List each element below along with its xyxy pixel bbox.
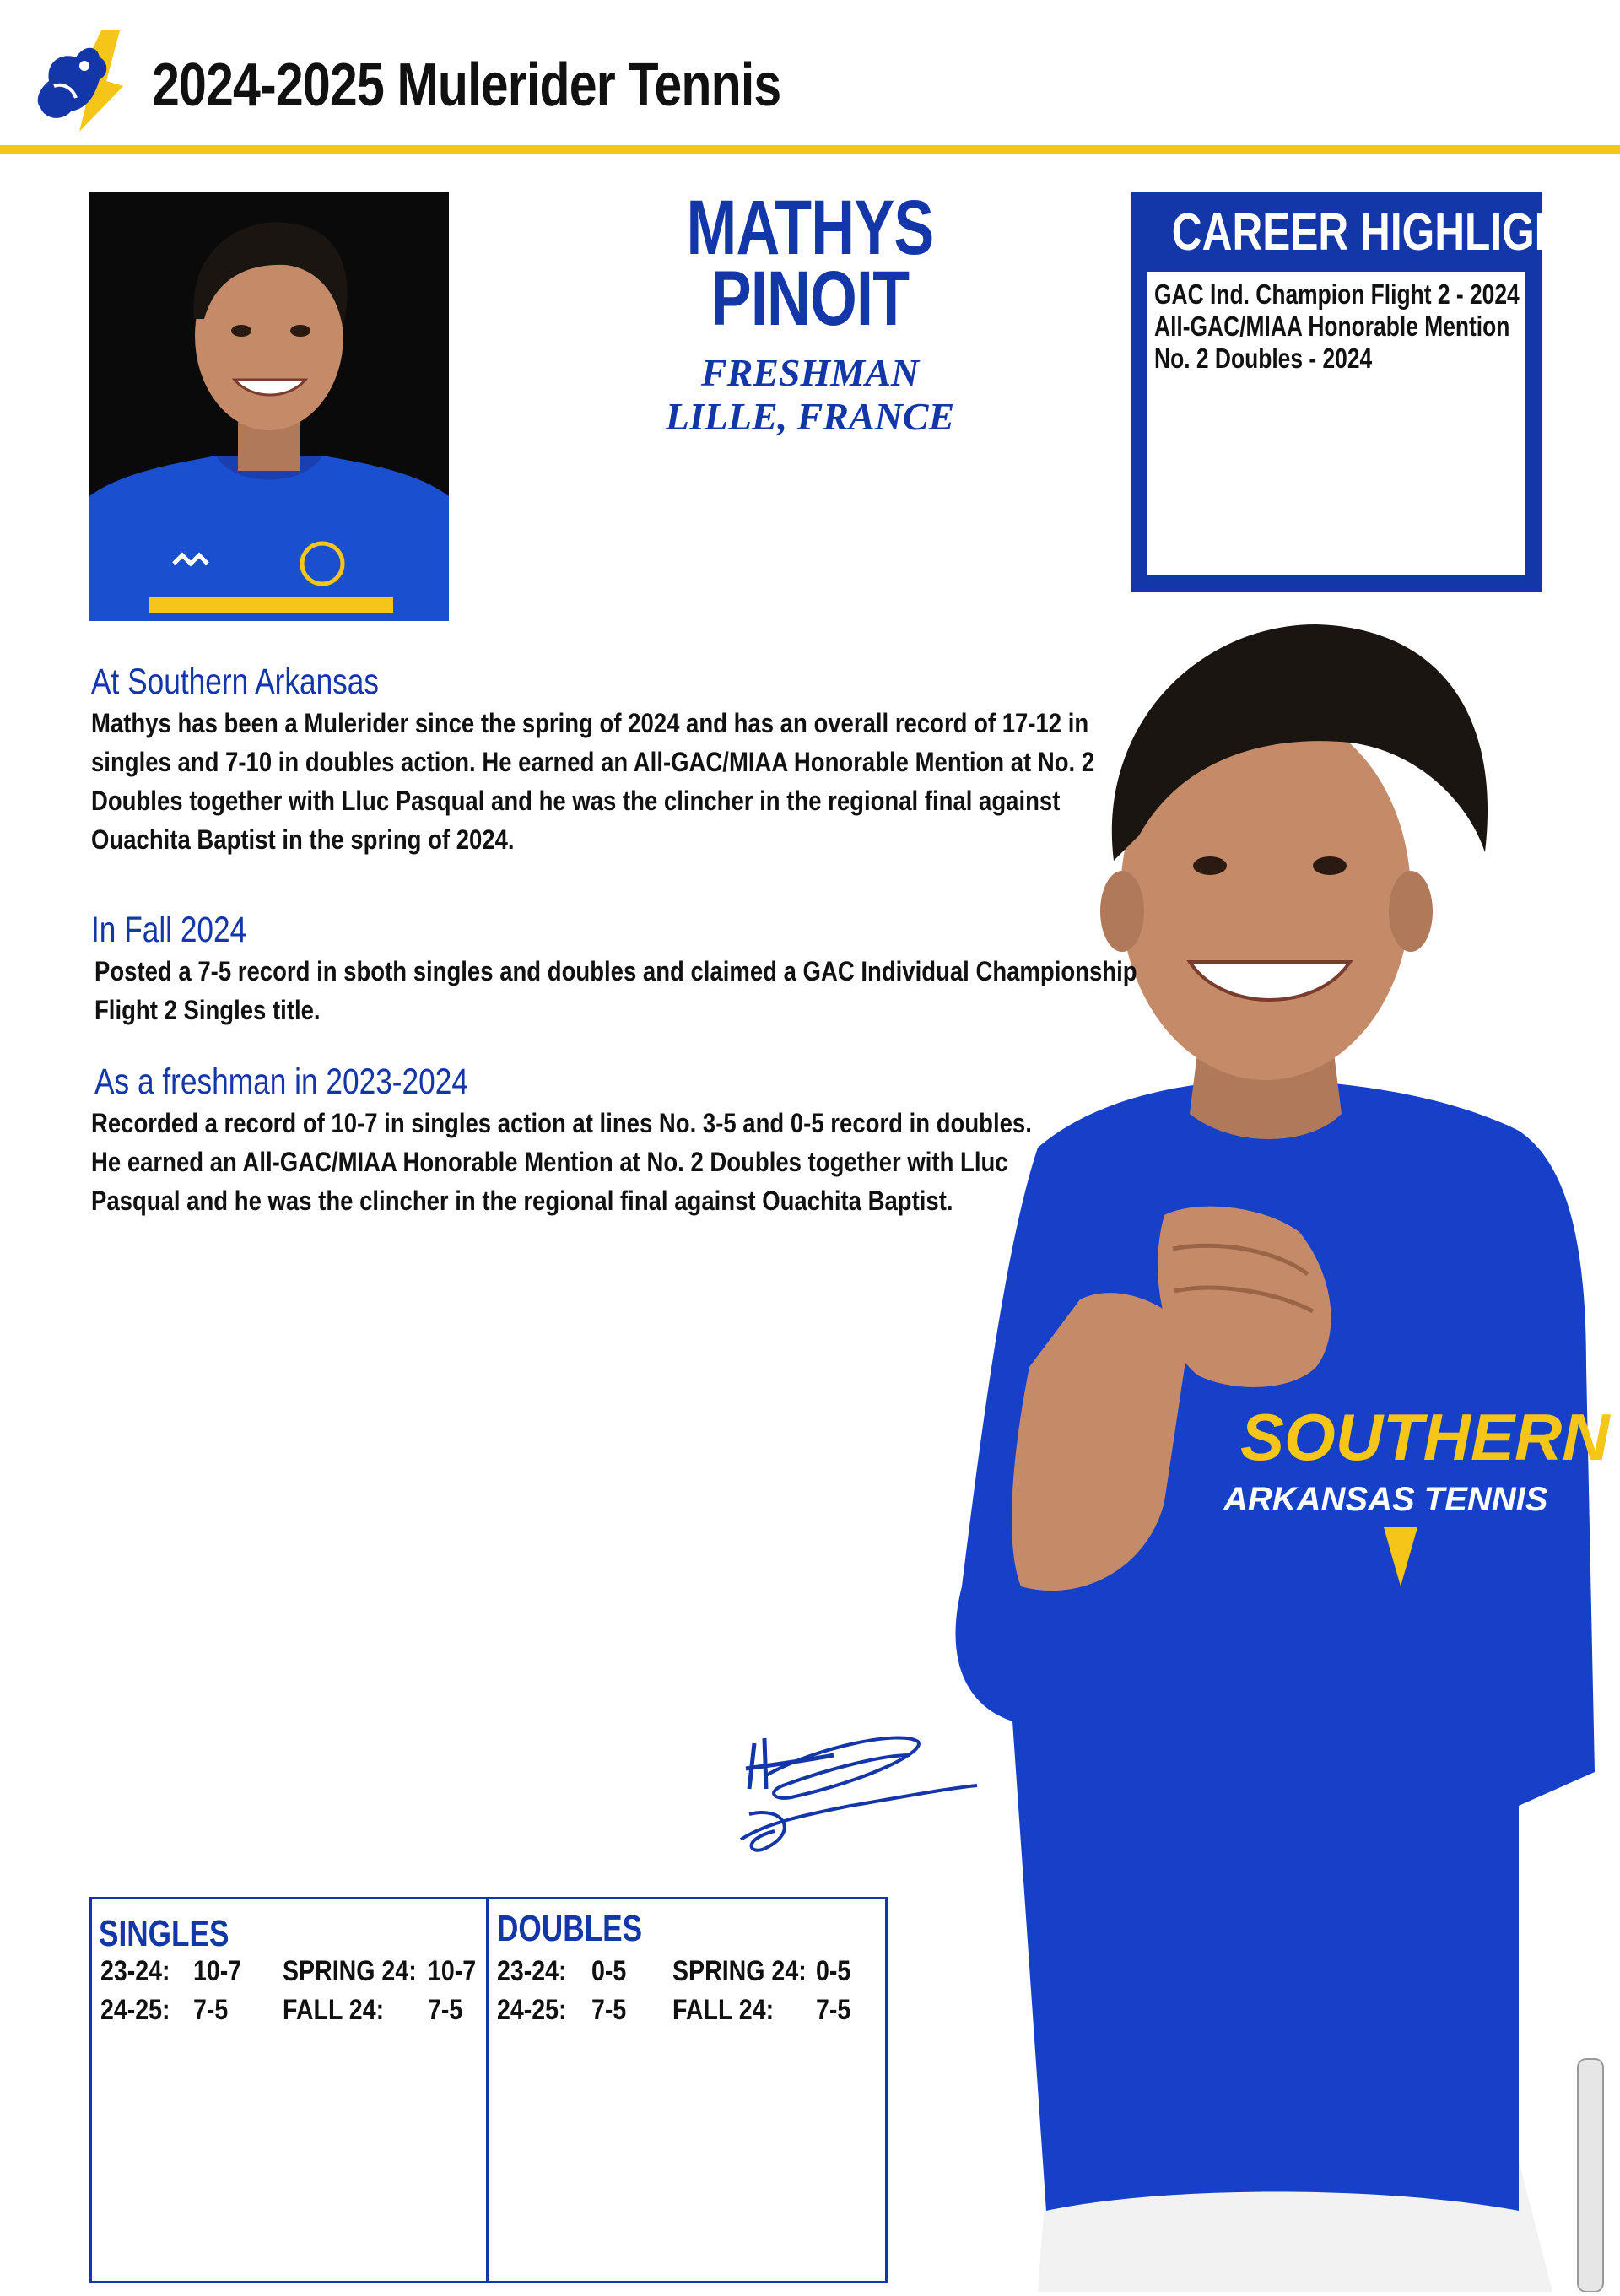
career-highlight-item: All-GAC/MIAA Honorable Mention bbox=[1154, 311, 1510, 342]
bio-line: He earned an All-GAC/MIAA Honorable Mention at No. 2 Doubles together with Lluc bbox=[91, 1147, 1008, 1177]
stat-label: 23-24: bbox=[497, 1955, 567, 1987]
mulerider-logo-icon bbox=[29, 27, 130, 135]
action-photo bbox=[911, 608, 1620, 2292]
bio-line: Recorded a record of 10-7 in singles action at lines No. 3-5 and 0-5 record in doubles. bbox=[91, 1108, 1032, 1138]
career-highlights-box bbox=[1131, 192, 1618, 592]
stat-value: 0-5 bbox=[591, 1955, 627, 1987]
bio-text-freshman bbox=[91, 1104, 1223, 1220]
shirt-print-line1: SOUTHERN bbox=[1240, 1400, 1610, 1474]
stat-label: SPRING 24: bbox=[672, 1955, 807, 1987]
stat-label: 24-25: bbox=[497, 1994, 567, 2026]
player-name-block bbox=[591, 185, 1029, 439]
bio-line: Ouachita Baptist in the spring of 2024. bbox=[91, 824, 515, 855]
header-divider bbox=[0, 145, 1620, 154]
stats-table bbox=[89, 1897, 888, 2283]
bio-line: Posted a 7-5 record in sboth singles and doubles and claimed a GAC Individual Championship bbox=[94, 956, 1137, 986]
player-first-name: MATHYS bbox=[686, 185, 934, 271]
stat-label: FALL 24: bbox=[283, 1994, 385, 2026]
career-highlights-panel bbox=[1148, 272, 1526, 575]
player-class-year: FRESHMAN bbox=[700, 351, 920, 394]
page-title: 2024-2025 Mulerider Tennis bbox=[152, 51, 781, 119]
doubles-heading: DOUBLES bbox=[497, 1908, 643, 1949]
shirt-print-line2: ARKANSAS TENNIS bbox=[1223, 1481, 1548, 1518]
bio-line: Doubles together with Lluc Pasqual and he was the clincher in the regional final against bbox=[91, 786, 1061, 816]
career-highlight-item: GAC Ind. Champion Flight 2 - 2024 bbox=[1154, 278, 1520, 310]
stat-value: 10-7 bbox=[428, 1955, 477, 1987]
bio-line: Pasqual and he was the clincher in the regional final against Ouachita Baptist. bbox=[91, 1186, 953, 1216]
stat-label: FALL 24: bbox=[672, 1994, 775, 2026]
stat-value: 0-5 bbox=[816, 1955, 851, 1987]
bio-line: Mathys has been a Mulerider since the spring of 2024 and has an overall record of 17-12 in bbox=[91, 708, 1089, 738]
bio-line: Flight 2 Singles title. bbox=[94, 995, 321, 1025]
bio-text-southern-arkansas bbox=[91, 704, 1223, 859]
stat-value: 7-5 bbox=[816, 1994, 851, 2026]
bio-line: singles and 7-10 in doubles action. He earned an All-GAC/MIAA Honorable Mention at No. 2 bbox=[91, 747, 1095, 777]
player-hometown: LILLE, FRANCE bbox=[665, 395, 955, 438]
career-highlights-title: CAREER HIGHLIGHTS bbox=[1171, 203, 1618, 262]
bio-heading-freshman: As a freshman in 2023-2024 bbox=[94, 1062, 468, 1102]
singles-heading: SINGLES bbox=[99, 1913, 230, 1954]
bio-heading-fall-2024: In Fall 2024 bbox=[91, 910, 247, 950]
stat-value: 10-7 bbox=[193, 1955, 242, 1987]
stat-value: 7-5 bbox=[591, 1994, 627, 2026]
stat-value: 7-5 bbox=[193, 1994, 229, 2026]
stat-value: 7-5 bbox=[428, 1994, 463, 2026]
stats-column-divider bbox=[486, 1899, 489, 2281]
bio-heading-southern-arkansas: At Southern Arkansas bbox=[91, 662, 380, 702]
bio-text-fall-2024 bbox=[94, 952, 1227, 1029]
stat-label: 24-25: bbox=[100, 1994, 170, 2026]
player-last-name: PINOIT bbox=[710, 256, 910, 342]
career-highlight-item: No. 2 Doubles - 2024 bbox=[1154, 343, 1373, 374]
headshot-photo bbox=[89, 192, 449, 621]
stat-label: SPRING 24: bbox=[283, 1955, 417, 1987]
player-signature bbox=[716, 1721, 986, 1873]
stat-label: 23-24: bbox=[100, 1955, 170, 1987]
